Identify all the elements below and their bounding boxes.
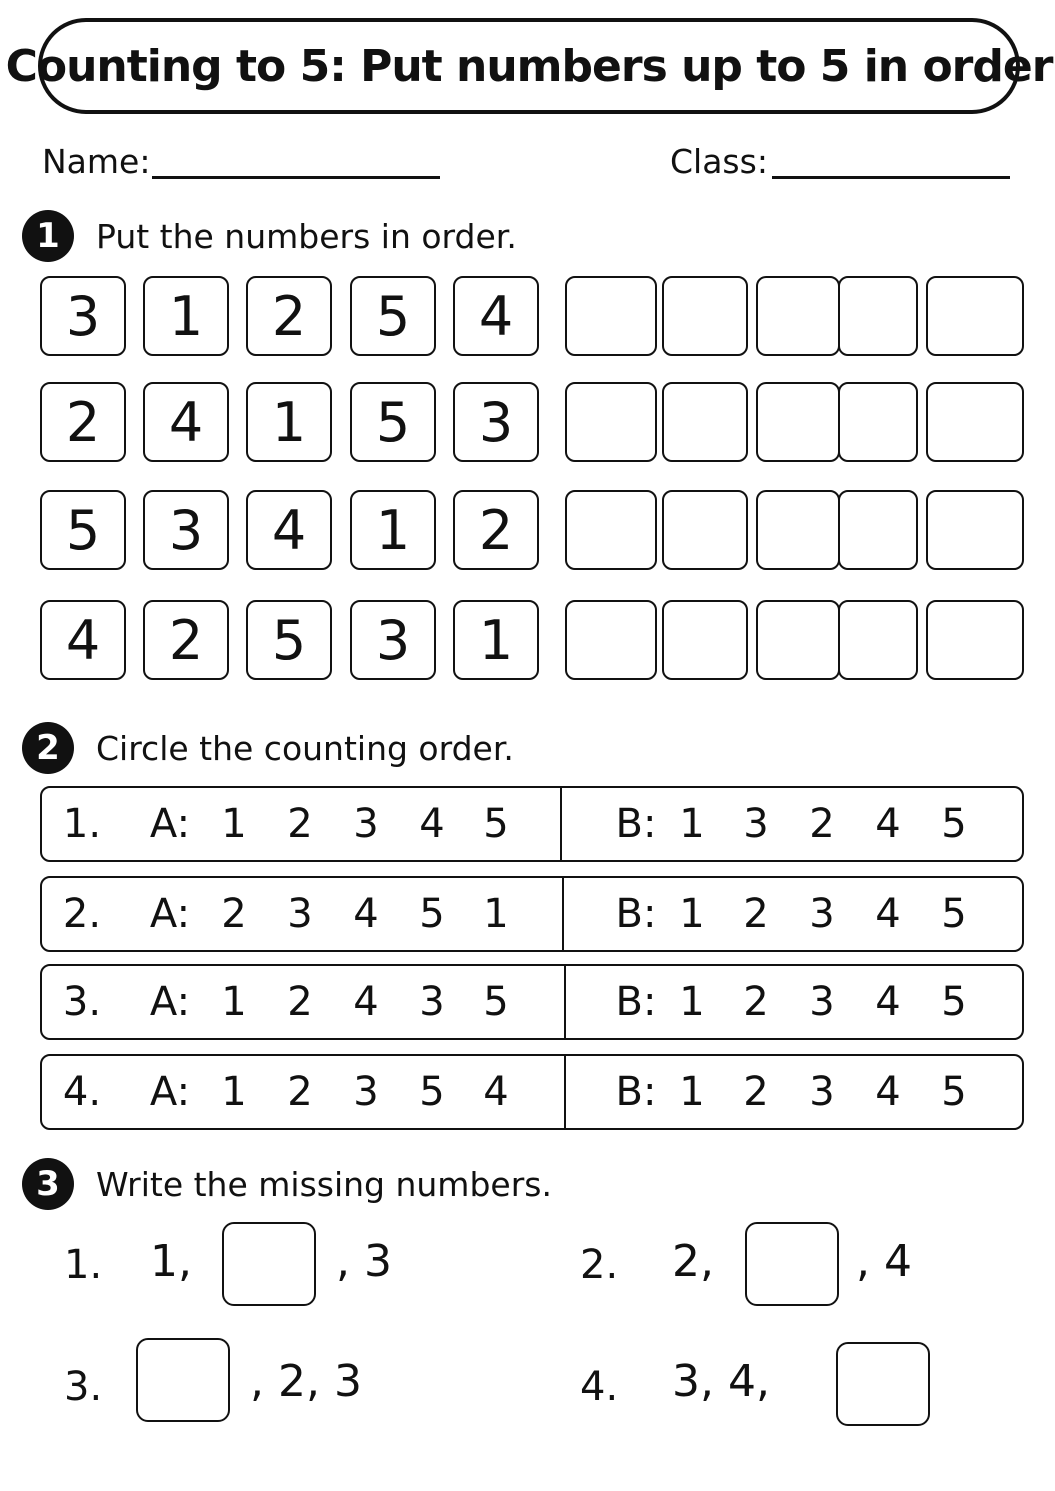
section-3-header [22, 1158, 552, 1210]
circle-row-4 [40, 1054, 1024, 1130]
option-a-digit[interactable]: 1 [221, 801, 247, 847]
circle-row-3 [40, 964, 1024, 1040]
section-2-badge: 2 [22, 722, 74, 774]
order-answer-box-1[interactable] [565, 490, 657, 570]
section-2-header [22, 722, 514, 774]
option-a-digit[interactable]: 5 [419, 1069, 445, 1115]
order-answer-box-5[interactable] [926, 600, 1024, 680]
option-a-digit[interactable]: 4 [419, 801, 445, 847]
order-answer-box-1[interactable] [565, 382, 657, 462]
number-tile: 1 [143, 276, 229, 356]
name-label: Name: [42, 142, 151, 181]
missing-item-1-after: , 3 [336, 1236, 392, 1287]
order-answer-box-4[interactable] [838, 600, 918, 680]
name-line[interactable] [152, 176, 440, 179]
number-tile: 5 [40, 490, 126, 570]
missing-item-2-after: , 4 [856, 1236, 912, 1287]
option-a-label[interactable]: A: [149, 979, 191, 1025]
number-tile: 5 [246, 600, 332, 680]
row-divider [562, 878, 564, 950]
order-row-1 [40, 276, 1024, 356]
missing-item-4-answer-box[interactable] [836, 1342, 930, 1426]
order-answer-box-4[interactable] [838, 276, 918, 356]
order-answer-box-1[interactable] [565, 600, 657, 680]
section-1-header [22, 210, 517, 262]
option-b-label[interactable]: B: [615, 891, 657, 937]
option-a-digit[interactable]: 4 [483, 1069, 509, 1115]
missing-item-4-before: 3, 4, [672, 1356, 770, 1407]
option-b-digit[interactable]: 1 [679, 979, 705, 1025]
order-answer-box-3[interactable] [756, 490, 840, 570]
option-a-digit[interactable]: 2 [287, 801, 313, 847]
number-tile: 2 [453, 490, 539, 570]
order-answer-box-5[interactable] [926, 276, 1024, 356]
circle-row-2 [40, 876, 1024, 952]
option-b-digit[interactable]: 2 [743, 1069, 769, 1115]
number-tile: 5 [350, 382, 436, 462]
option-b-digit[interactable]: 1 [679, 1069, 705, 1115]
number-tile: 1 [350, 490, 436, 570]
option-b-digit[interactable]: 2 [809, 801, 835, 847]
option-a-label[interactable]: A: [149, 1069, 191, 1115]
option-b-digit[interactable]: 1 [679, 891, 705, 937]
order-answer-box-3[interactable] [756, 276, 840, 356]
number-tile: 4 [453, 276, 539, 356]
order-answer-box-5[interactable] [926, 382, 1024, 462]
option-a-digit[interactable]: 4 [353, 979, 379, 1025]
order-answer-box-2[interactable] [662, 490, 748, 570]
order-answer-box-2[interactable] [662, 600, 748, 680]
option-b-digit[interactable]: 5 [941, 979, 967, 1025]
order-answer-box-3[interactable] [756, 382, 840, 462]
class-line[interactable] [772, 176, 1010, 179]
order-answer-box-2[interactable] [662, 276, 748, 356]
number-tile: 4 [246, 490, 332, 570]
option-b-digit[interactable]: 5 [941, 801, 967, 847]
option-b-label[interactable]: B: [615, 801, 657, 847]
item-number: 1. [62, 801, 102, 847]
order-answer-box-4[interactable] [838, 382, 918, 462]
option-b-digit[interactable]: 3 [743, 801, 769, 847]
number-tile: 3 [350, 600, 436, 680]
option-b-digit[interactable]: 4 [875, 801, 901, 847]
row-divider [564, 1056, 566, 1128]
number-tile: 2 [40, 382, 126, 462]
missing-item-2-before: 2, [672, 1236, 714, 1287]
option-a-label[interactable]: A: [149, 801, 191, 847]
option-b-digit[interactable]: 4 [875, 1069, 901, 1115]
missing-item-1-before: 1, [150, 1236, 192, 1287]
order-answer-box-4[interactable] [838, 490, 918, 570]
option-b-digit[interactable]: 2 [743, 891, 769, 937]
section-1-badge: 1 [22, 210, 74, 262]
order-row-2 [40, 382, 1024, 462]
option-a-digit[interactable]: 5 [419, 891, 445, 937]
option-b-digit[interactable]: 3 [809, 1069, 835, 1115]
row-divider [564, 966, 566, 1038]
number-tile: 2 [246, 276, 332, 356]
option-a-digit[interactable]: 3 [419, 979, 445, 1025]
option-b-digit[interactable]: 5 [941, 891, 967, 937]
option-a-digit[interactable]: 5 [483, 979, 509, 1025]
order-answer-box-1[interactable] [565, 276, 657, 356]
missing-item-4-number: 4. [580, 1364, 619, 1410]
number-tile: 3 [40, 276, 126, 356]
row-divider [560, 788, 562, 860]
option-b-digit[interactable]: 4 [875, 891, 901, 937]
option-a-label[interactable]: A: [149, 891, 191, 937]
order-answer-box-3[interactable] [756, 600, 840, 680]
number-tile: 4 [40, 600, 126, 680]
number-tile: 1 [453, 600, 539, 680]
option-b-label[interactable]: B: [615, 1069, 657, 1115]
option-b-digit[interactable]: 3 [809, 891, 835, 937]
option-a-digit[interactable]: 4 [353, 891, 379, 937]
order-answer-box-5[interactable] [926, 490, 1024, 570]
option-b-digit[interactable]: 4 [875, 979, 901, 1025]
option-a-digit[interactable]: 1 [221, 1069, 247, 1115]
number-tile: 3 [453, 382, 539, 462]
option-b-digit[interactable]: 1 [679, 801, 705, 847]
section-3-instruction: Write the missing numbers. [96, 1164, 552, 1204]
missing-item-1-answer-box[interactable] [222, 1222, 316, 1306]
option-a-digit[interactable]: 2 [221, 891, 247, 937]
option-b-digit[interactable]: 5 [941, 1069, 967, 1115]
worksheet-title: Counting to 5: Put numbers up to 5 in order [38, 18, 1020, 114]
missing-item-2-answer-box[interactable] [745, 1222, 839, 1306]
order-row-3 [40, 490, 1024, 570]
missing-item-1-number: 1. [64, 1242, 103, 1288]
item-number: 2. [62, 891, 102, 937]
section-1-instruction: Put the numbers in order. [96, 216, 517, 256]
number-tile: 4 [143, 382, 229, 462]
option-a-digit[interactable]: 1 [221, 979, 247, 1025]
option-b-digit[interactable]: 2 [743, 979, 769, 1025]
order-answer-box-2[interactable] [662, 382, 748, 462]
option-a-digit[interactable]: 2 [287, 979, 313, 1025]
missing-item-3-after: , 2, 3 [250, 1356, 362, 1407]
missing-item-2-number: 2. [580, 1242, 619, 1288]
option-a-digit[interactable]: 5 [483, 801, 509, 847]
missing-item-3-answer-box[interactable] [136, 1338, 230, 1422]
class-label: Class: [670, 142, 768, 181]
item-number: 3. [62, 979, 102, 1025]
option-a-digit[interactable]: 3 [353, 801, 379, 847]
option-a-digit[interactable]: 2 [287, 1069, 313, 1115]
number-tile: 1 [246, 382, 332, 462]
circle-row-1 [40, 786, 1024, 862]
missing-item-3-number: 3. [64, 1364, 103, 1410]
number-tile: 3 [143, 490, 229, 570]
section-3-badge: 3 [22, 1158, 74, 1210]
order-row-4 [40, 600, 1024, 680]
number-tile: 5 [350, 276, 436, 356]
option-a-digit[interactable]: 1 [483, 891, 509, 937]
option-a-digit[interactable]: 3 [353, 1069, 379, 1115]
item-number: 4. [62, 1069, 102, 1115]
option-b-label[interactable]: B: [615, 979, 657, 1025]
option-a-digit[interactable]: 3 [287, 891, 313, 937]
section-2-instruction: Circle the counting order. [96, 728, 514, 768]
number-tile: 2 [143, 600, 229, 680]
option-b-digit[interactable]: 3 [809, 979, 835, 1025]
